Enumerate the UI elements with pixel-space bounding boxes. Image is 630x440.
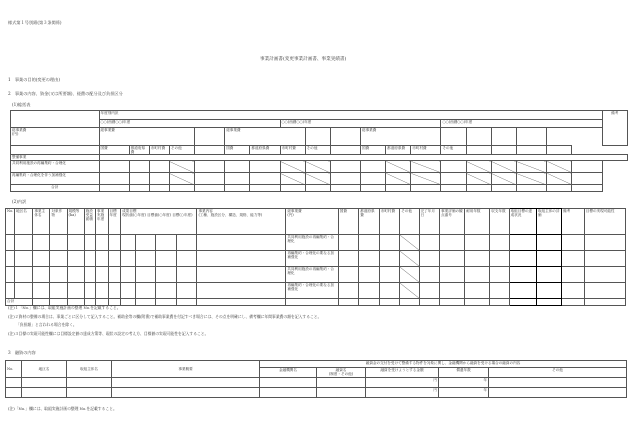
loan-operator: 取組主体名 <box>67 361 112 378</box>
summary-row-2: 再編集約・合理化を伴う加補強化 <box>11 173 100 185</box>
section-3-heading: 3 融資の内容 <box>8 350 36 355</box>
detail-sub-2a: 再編集約・合理化の要なる加補強化 <box>286 251 338 267</box>
detail-remarks: 備考 <box>561 209 584 235</box>
detail-cost-total: 総事業費 <box>287 209 302 213</box>
summary-prefecture: 都道府県費 <box>129 146 149 155</box>
loan-year-1: 年 <box>439 378 489 388</box>
detail-operator: 事業主体名 <box>33 209 50 235</box>
loan-kind: 融資名 <box>335 368 347 372</box>
summary-subsidy-3: 国費 <box>360 146 385 155</box>
detail-sub-2b: 再編集約・合理化の要なる加補強化 <box>286 283 338 299</box>
detail-achieve: 目標(○年度) <box>172 213 193 218</box>
loan-summary: 事業概要 <box>112 361 260 378</box>
loan-other: その他 <box>489 368 627 378</box>
detail-subsidy: 国費 <box>338 209 359 235</box>
detail-table <box>5 208 626 306</box>
detail-design-area: 施設受益面積 <box>84 209 95 235</box>
detail-city: 市町村費 <box>379 209 400 235</box>
detail-sub-1a: 共同利用施設の再編集約・合理化 <box>286 235 338 251</box>
detail-prefecture: 都道府県費 <box>359 209 380 235</box>
note-2: (注)２資材の整備の場合は、事業ごとに区分して記入すること。補助金等の欄(附番)で補助事業費を付記すべき場合には、その点を明確にし、備考欄に年間事業費の額を記入すること。 <box>8 314 322 319</box>
summary-year-3: ○○(西暦○○)年度 <box>441 120 602 128</box>
summary-remarks-header: 備考 <box>602 111 627 146</box>
detail-sub-1b: 共同利用施設の再編集約・合理化 <box>286 267 338 283</box>
detail-income-years: 収支年数 <box>490 209 509 235</box>
summary-city-2: 市町村費 <box>280 146 305 155</box>
detail-goal-year: 目標年度 <box>108 209 121 235</box>
summary-year-2: ○○(西暦○○)年度 <box>280 120 441 128</box>
loan-note: (注)「No.」欄には、取組実施計画の整理 No.を記載すること。 <box>8 406 117 411</box>
loan-term: 償還年数 <box>439 368 489 378</box>
section-2-heading: 2 事業の内容、資金(又は所要額)、経費の配分及び負担区分 <box>8 91 123 96</box>
detail-total: 合計 <box>6 299 33 306</box>
detail-other: その他 <box>400 209 419 235</box>
summary-row-1: 共同利用施設の再編集約・合理化 <box>11 161 100 173</box>
summary-subsidy-2: 国費 <box>225 146 250 155</box>
detail-cost-unit: (円) <box>287 213 294 218</box>
summary-y1-total: 総事業費 <box>99 128 195 146</box>
loan-header: 融資金の交付を受けて整備する物件を対象に関し、金融機関から融資を受ける場合の融資の内容 <box>260 361 627 368</box>
detail-fund-goal: 取組目標の達成状況 <box>509 209 536 235</box>
detail-eval: 事業評価の観点番号 <box>440 209 465 235</box>
detail-effect: 事業実施年度 <box>96 209 109 235</box>
summary-row-total: 合計 <box>11 185 100 192</box>
detail-goal-val: 目標値(○年度) <box>147 213 172 218</box>
summary-year-1: ○○(西暦○○)年度 <box>99 120 280 128</box>
form-number: 様式第１号別紙(第３条関係) <box>8 20 62 25</box>
summary-table <box>10 110 628 192</box>
summary-category: 整備事業 <box>11 155 100 161</box>
loan-bank: 金融機関名 <box>260 368 317 378</box>
note-1: (注)１「No.」欄には、取組実施計画の整理 No.を記載すること。 <box>8 305 121 310</box>
detail-target-value: 成果目標 <box>122 209 137 213</box>
detail-table-heading: (2)内訳 <box>12 199 27 204</box>
loan-year-2: 年 <box>439 388 489 398</box>
summary-total-cost-unit: (円) <box>12 132 19 137</box>
detail-operator-eval: 取組主体の評価 <box>536 209 561 235</box>
detail-possibility: 目標の実現可能性 <box>584 209 625 235</box>
summary-y2-total: 総事業費 <box>225 128 305 146</box>
loan-region: 地区名 <box>22 361 67 378</box>
loan-amount: 融資を受けようとする金額 <box>366 368 439 378</box>
note-3: (注)３目標の実現可能性欄には目標設定値の達成方策等、現状の設定の考え方、目標値の実現可能性を記入すること。 <box>8 331 209 336</box>
loan-kind-sub: (制度・その他) <box>328 372 354 377</box>
summary-prefecture-2: 都道府県費 <box>250 146 280 155</box>
loan-yen-2: 円 <box>366 388 439 398</box>
summary-total-cost: 総事業費 <box>12 128 27 132</box>
summary-prefecture-3: 都道府県費 <box>386 146 411 155</box>
summary-city: 市町村費 <box>149 146 169 155</box>
summary-yearly-header: 年度別内訳 <box>99 111 602 120</box>
detail-complete: 完了年月日 <box>419 209 440 235</box>
detail-useful-years: 耐用年数 <box>465 209 490 235</box>
summary-subsidy: 国費 <box>99 146 129 155</box>
loan-no: No. <box>6 361 22 378</box>
detail-region: 地区名 <box>15 209 33 235</box>
document-title: 事業計画書(変更事業計画書、事業実績書) <box>260 57 347 62</box>
detail-target: 対象作物 <box>50 209 67 235</box>
summary-city-3: 市町村費 <box>411 146 441 155</box>
summary-other: その他 <box>169 146 194 155</box>
summary-other-2: その他 <box>305 146 330 155</box>
summary-y3-total: 総事業費 <box>360 128 440 146</box>
summary-table-heading: (1)総括表 <box>12 102 31 107</box>
note-2b: 「負担額」と言われる場合を除く。 <box>16 322 77 327</box>
detail-current: 現状値(○年度) <box>122 213 146 218</box>
detail-content: 事業内容 <box>198 209 213 213</box>
detail-no: No. <box>6 209 15 235</box>
detail-content-sub: (工種、施設区分、構造、規格、能力等) <box>198 213 263 218</box>
summary-other-3: その他 <box>441 146 466 155</box>
section-1-heading: 1 事業の目的(変更の理由) <box>8 77 60 82</box>
loan-yen-1: 円 <box>366 378 439 388</box>
loan-table <box>5 360 627 398</box>
detail-size: 規模等(ha) <box>67 209 84 235</box>
